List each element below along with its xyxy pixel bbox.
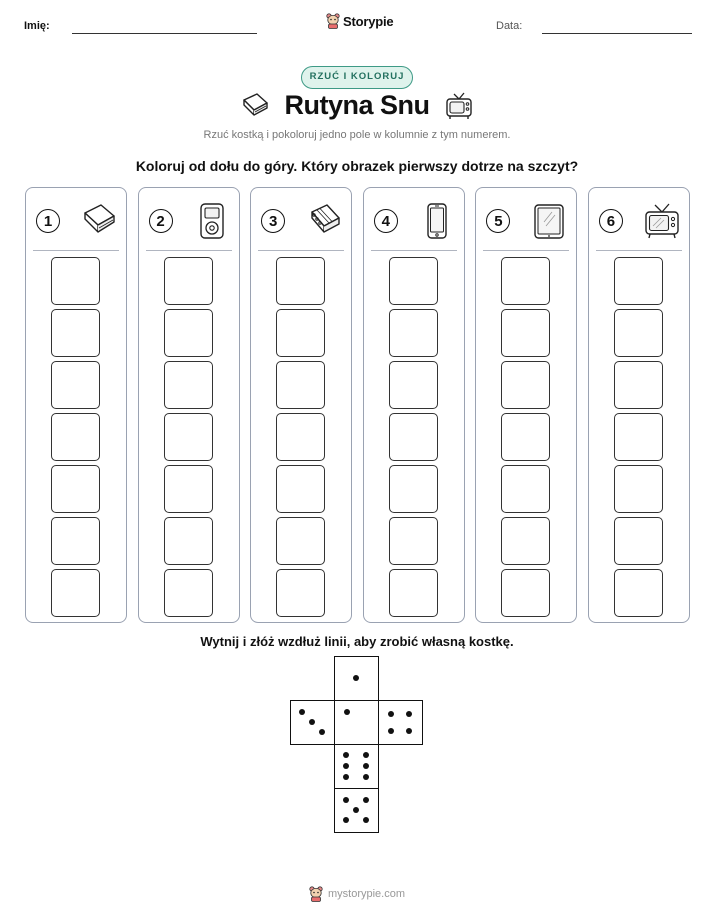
color-cell[interactable]: [276, 309, 325, 357]
die-pip: [363, 797, 369, 803]
die-pip: [343, 797, 349, 803]
die-pip: [344, 709, 350, 715]
column-3: [250, 187, 352, 623]
color-cell[interactable]: [51, 257, 100, 305]
die-pip: [343, 774, 349, 780]
color-cell[interactable]: [164, 465, 213, 513]
die-pip: [343, 817, 349, 823]
column-number: 6: [599, 209, 623, 233]
cell-stack: [51, 257, 100, 621]
color-cell[interactable]: [51, 517, 100, 565]
column-divider: [483, 250, 569, 251]
column-number: 4: [374, 209, 398, 233]
brand-name: Storypie: [343, 13, 394, 29]
die-face-6: [334, 744, 379, 789]
die-net: [290, 656, 424, 834]
die-pip: [363, 763, 369, 769]
column-divider: [33, 250, 119, 251]
color-cell[interactable]: [501, 361, 550, 409]
column-header: [261, 202, 343, 240]
color-cell[interactable]: [501, 569, 550, 617]
column-number: 3: [261, 209, 285, 233]
storypie-mascot-icon: [309, 886, 323, 902]
color-cell[interactable]: [614, 309, 663, 357]
date-line[interactable]: [542, 33, 692, 34]
color-cell[interactable]: [389, 465, 438, 513]
die-pip: [353, 807, 359, 813]
die-pip: [388, 728, 394, 734]
die-pip: [406, 728, 412, 734]
die-face-1: [334, 656, 379, 701]
color-cell[interactable]: [164, 569, 213, 617]
color-cell[interactable]: [276, 517, 325, 565]
column-2: [138, 187, 240, 623]
column-5: [475, 187, 577, 623]
color-cell[interactable]: [389, 361, 438, 409]
color-cell[interactable]: [614, 517, 663, 565]
color-cell[interactable]: [501, 309, 550, 357]
dice-columns: [25, 187, 690, 623]
color-cell[interactable]: [51, 465, 100, 513]
date-label: Data:: [496, 20, 523, 32]
color-cell[interactable]: [389, 257, 438, 305]
die-pip: [363, 774, 369, 780]
activity-badge: RZUĆ I KOLORUJ: [301, 66, 413, 89]
column-header: [486, 202, 568, 240]
column-divider: [371, 250, 457, 251]
color-cell[interactable]: [501, 413, 550, 461]
color-cell[interactable]: [164, 257, 213, 305]
die-pip: [319, 729, 325, 735]
die-pip: [343, 752, 349, 758]
die-face-4: [378, 700, 423, 745]
die-pip: [343, 763, 349, 769]
color-cell[interactable]: [389, 569, 438, 617]
cell-stack: [276, 257, 325, 621]
column-header: [374, 202, 456, 240]
color-cell[interactable]: [164, 413, 213, 461]
footer: [0, 886, 714, 902]
color-cell[interactable]: [501, 465, 550, 513]
column-divider: [146, 250, 232, 251]
color-cell[interactable]: [614, 465, 663, 513]
color-cell[interactable]: [389, 517, 438, 565]
column-divider: [258, 250, 344, 251]
footer-url[interactable]: mystorypie.com: [327, 888, 406, 900]
die-pip: [363, 752, 369, 758]
column-number: 5: [486, 209, 510, 233]
column-number: 1: [36, 209, 60, 233]
die-face-5: [334, 788, 379, 833]
cut-instruction: Wytnij i złóż wzdłuż linii, aby zrobić własną kostkę.: [200, 634, 514, 649]
title-row: [0, 90, 714, 121]
page-title: Rutyna Snu: [284, 90, 430, 120]
die-pip: [353, 675, 359, 681]
cell-stack: [614, 257, 663, 621]
die-pip: [299, 709, 305, 715]
brand-logo: [326, 13, 393, 29]
color-cell[interactable]: [276, 465, 325, 513]
name-label: Imię:: [24, 20, 50, 32]
color-cell[interactable]: [276, 413, 325, 461]
television-icon: [643, 202, 681, 240]
die-face-3: [290, 700, 335, 745]
coloring-instruction: Koloruj od dołu do góry. Który obrazek pierwszy dotrze na szczyt?: [135, 158, 579, 174]
die-pip: [363, 817, 369, 823]
color-cell[interactable]: [276, 569, 325, 617]
book-icon: [240, 91, 270, 121]
book-icon: [80, 202, 118, 240]
color-cell[interactable]: [164, 361, 213, 409]
column-divider: [596, 250, 682, 251]
storypie-mascot-icon: [326, 13, 340, 29]
cell-stack: [164, 257, 213, 621]
die-pip: [388, 711, 394, 717]
die-pip: [406, 711, 412, 717]
column-1: [25, 187, 127, 623]
color-cell[interactable]: [389, 309, 438, 357]
color-cell[interactable]: [51, 309, 100, 357]
color-cell[interactable]: [276, 361, 325, 409]
column-number: 2: [149, 209, 173, 233]
color-cell[interactable]: [614, 413, 663, 461]
smartphone-icon: [418, 202, 456, 240]
color-cell[interactable]: [164, 309, 213, 357]
notebook-icon: [305, 202, 343, 240]
cell-stack: [389, 257, 438, 621]
color-cell[interactable]: [51, 413, 100, 461]
color-cell[interactable]: [51, 569, 100, 617]
column-header: [36, 202, 118, 240]
die-face-1: [334, 700, 379, 745]
tablet-icon: [530, 202, 568, 240]
color-cell[interactable]: [51, 361, 100, 409]
column-6: [588, 187, 690, 623]
column-4: [363, 187, 465, 623]
television-icon: [444, 91, 474, 121]
column-header: [599, 202, 681, 240]
color-cell[interactable]: [614, 257, 663, 305]
page-subtitle: Rzuć kostką i pokoloruj jedno pole w kolumnie z tym numerem.: [203, 129, 511, 141]
music-player-icon: [193, 202, 231, 240]
color-cell[interactable]: [389, 413, 438, 461]
color-cell[interactable]: [501, 517, 550, 565]
color-cell[interactable]: [164, 517, 213, 565]
column-header: [149, 202, 231, 240]
color-cell[interactable]: [501, 257, 550, 305]
name-line[interactable]: [72, 33, 257, 34]
color-cell[interactable]: [614, 361, 663, 409]
color-cell[interactable]: [614, 569, 663, 617]
die-pip: [309, 719, 315, 725]
color-cell[interactable]: [276, 257, 325, 305]
cell-stack: [501, 257, 550, 621]
